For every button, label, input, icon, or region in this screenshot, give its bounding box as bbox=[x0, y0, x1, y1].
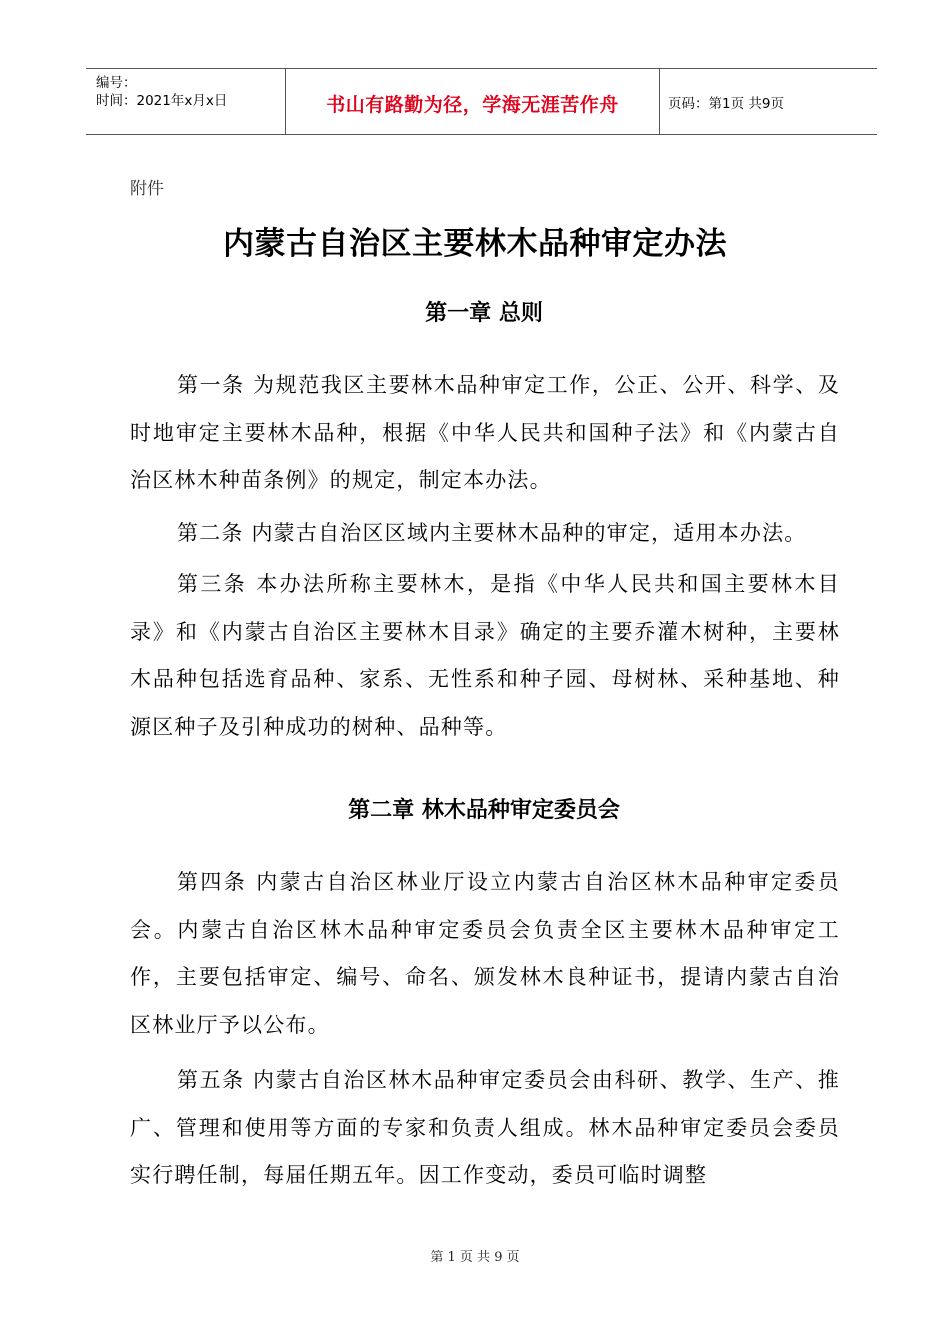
header-page-info: 页码：第1页 共9页 bbox=[668, 95, 784, 112]
header-motto: 书山有路勤为径，学海无涯苦作舟 bbox=[286, 69, 660, 134]
document-header-table bbox=[86, 68, 877, 135]
document-time-label: 时间：2021年x月x日 bbox=[96, 93, 228, 109]
article-paragraph: 第二条 内蒙古自治区区域内主要林木品种的审定，适用本办法。 bbox=[177, 521, 807, 545]
document-title: 内蒙古自治区主要林木品种审定办法 bbox=[223, 226, 727, 262]
document-number-label: 编号： bbox=[96, 75, 137, 91]
article-paragraph: 第一条 为规范我区主要林木品种审定工作，公正、公开、科学、及时地审定主要林木品种，根据《中华人民共和国种子法》和《内蒙古自治区林木种苗条例》的规定，制定本办法。 bbox=[130, 373, 840, 493]
header-meta bbox=[86, 69, 286, 134]
attachment-label: 附件 bbox=[130, 179, 164, 199]
article-paragraph: 第三条 本办法所称主要林木，是指《中华人民共和国主要林木目录》和《内蒙古自治区主要林木目录》确定的主要乔灌木树种，主要林木品种包括选育品种、家系、无性系和种子园、母树林、采种基地、种源区种子及引种成功的树种、品种等。 bbox=[130, 572, 840, 740]
chapter-heading: 第一章 总则 bbox=[425, 301, 543, 326]
chapter-heading: 第二章 林木品种审定委员会 bbox=[348, 798, 620, 823]
article-paragraph: 第五条 内蒙古自治区林木品种审定委员会由科研、教学、生产、推广、管理和使用等方面的专家和负责人组成。林木品种审定委员会委员实行聘任制，每届任期五年。因工作变动，委员可临时调整 bbox=[130, 1068, 840, 1188]
article-paragraph: 第四条 内蒙古自治区林业厅设立内蒙古自治区林木品种审定委员会。内蒙古自治区林木品种审定委员会负责全区主要林木品种审定工作，主要包括审定、编号、命名、颁发林木良种证书，提请内蒙古自治区林业厅予以公布。 bbox=[130, 870, 840, 1038]
page-footer: 第 1 页 共 9 页 bbox=[430, 1250, 520, 1265]
